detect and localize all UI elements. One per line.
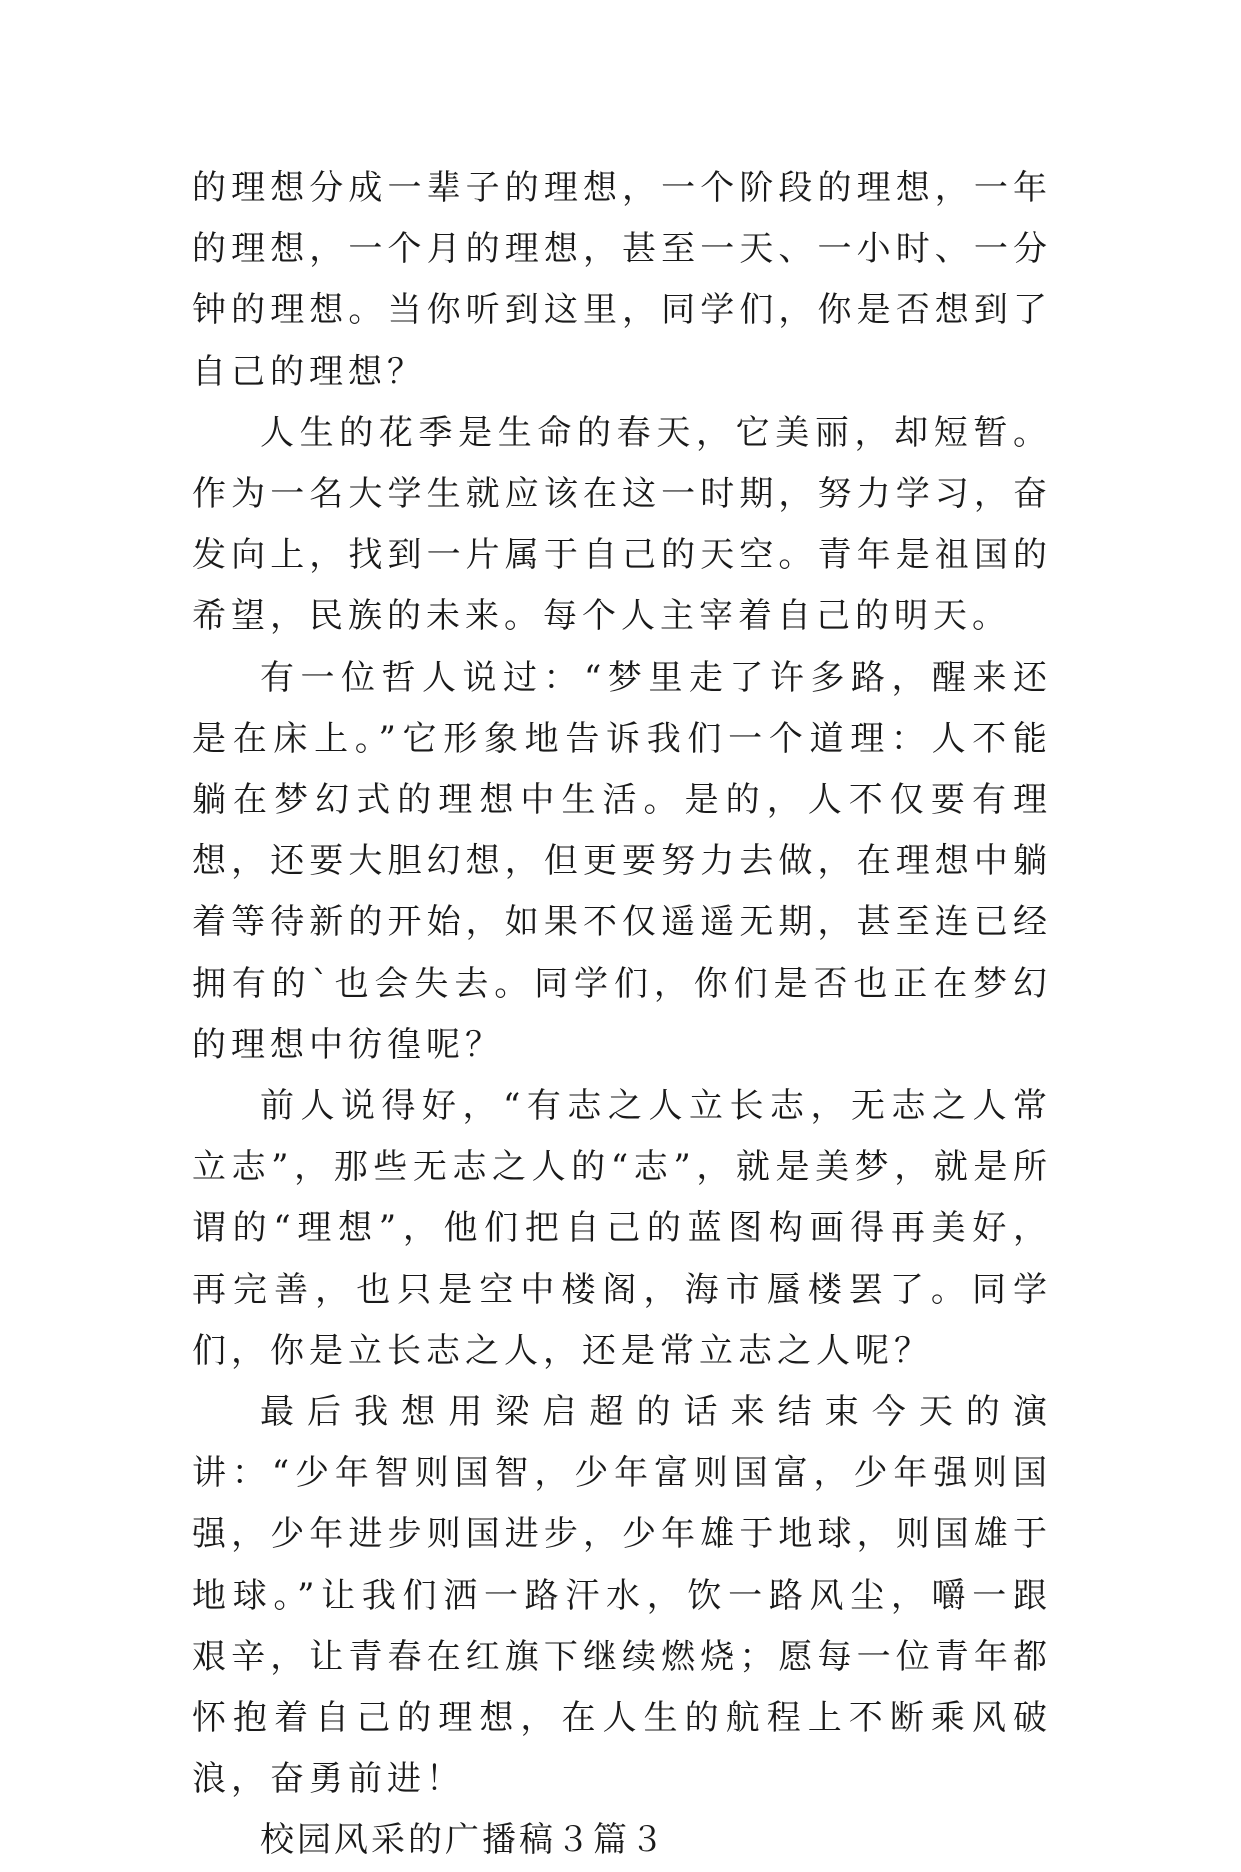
body-text xyxy=(192,158,1052,1872)
paragraph: 前人说得好，“有志之人立长志，无志之人常立志”，那些无志之人的“志”，就是美梦，就是所谓的“理想”，他们把自己的蓝图构画得再美好，再完善，也只是空中楼阁，海市蜃楼罢了。同学们，你是立长志之人，还是常立志之人呢？ xyxy=(192,1086,1052,1371)
paragraph: 最后我想用梁启超的话来结束今天的演讲：“少年智则国智，少年富则国富，少年强则国强，少年进步则国进步，少年雄于地球，则国雄于地球。”让我们洒一路汗水，饮一路风尘，嚼一跟艰辛，让青春在红旗下继续燃烧；愿每一位青年都怀抱着自己的理想，在人生的航程上不断乘风破浪，奋勇前进！ xyxy=(192,1392,1052,1800)
paragraph: 人生的花季是生命的春天，它美丽，却短暂。作为一名大学生就应该在这一时期，努力学习，奋发向上，找到一片属于自己的天空。青年是祖国的希望，民族的未来。每个人主宰着自己的明天。 xyxy=(192,412,1052,637)
paragraph: 有一位哲人说过：“梦里走了许多路，醒来还是在床上。”它形象地告诉我们一个道理：人不能躺在梦幻式的理想中生活。是的，人不仅要有理想，还要大胆幻想，但更要努力去做，在理想中躺着等待新的开始，如果不仅遥遥无期，甚至连已经拥有的`也会失去。同学们，你们是否也正在梦幻的理想中彷徨呢？ xyxy=(192,657,1052,1065)
section-heading: 校园风采的广播稿３篇３ xyxy=(260,1820,667,1861)
paragraph-continuation: 的理想分成一辈子的理想，一个阶段的理想，一年的理想，一个月的理想，甚至一天、一小时、一分钟的理想。当你听到这里，同学们，你是否想到了自己的理想？ xyxy=(192,168,1052,392)
